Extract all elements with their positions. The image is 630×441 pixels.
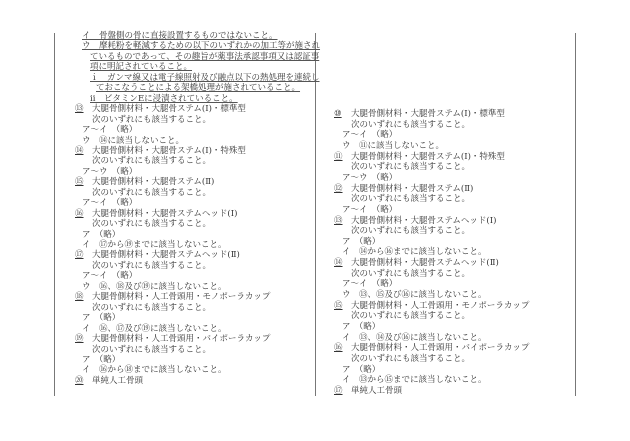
text-line bbox=[342, 237, 380, 248]
line-text: ウ ⑭に該当しないこと。 bbox=[82, 135, 185, 146]
line-text: 次のいずれにも該当すること。 bbox=[351, 268, 471, 279]
text-line bbox=[351, 194, 470, 205]
line-text: ii ビタミンEに浸漬されていること。 bbox=[90, 93, 238, 104]
text-line bbox=[82, 313, 120, 324]
line-text: 次のいずれにも該当すること。 bbox=[92, 114, 212, 125]
line-text: 次のいずれにも該当すること。 bbox=[351, 226, 471, 237]
item-number: ⑬ bbox=[334, 215, 343, 226]
line-text: ウ ⑪に該当しないこと。 bbox=[342, 140, 445, 151]
item-number: ⑮ bbox=[75, 177, 84, 188]
text-line bbox=[82, 355, 120, 366]
item-number: ⑫ bbox=[334, 183, 343, 194]
line-text: ア〜イ （略） bbox=[82, 271, 138, 282]
line-text: ｉ ガンマ線又は電子線照射及び融点以下の熱処理を連続し bbox=[90, 72, 320, 83]
column-divider-line bbox=[315, 33, 316, 396]
line-text: 次のいずれにも該当すること。 bbox=[351, 311, 471, 322]
line-text: 大腿骨側材料・大腿骨ステム(Ⅰ)・特殊型 bbox=[92, 145, 246, 156]
line-text: 次のいずれにも該当すること。 bbox=[92, 219, 212, 230]
text-line bbox=[82, 324, 227, 335]
line-text: 次のいずれにも該当すること。 bbox=[351, 162, 471, 173]
line-text: 大腿骨側材料・大腿骨ステムヘッド(Ⅰ) bbox=[351, 215, 497, 226]
text-line bbox=[92, 303, 211, 314]
text-line bbox=[92, 345, 211, 356]
line-text: ウ ⑬、⑮及び⑯に該当しないこと。 bbox=[342, 290, 487, 301]
text-line bbox=[342, 290, 487, 301]
item-heading bbox=[75, 376, 143, 387]
text-line bbox=[351, 269, 470, 280]
item-heading bbox=[334, 184, 473, 195]
line-text: 大腿骨側材料・大腿骨ステム(Ⅱ) bbox=[92, 177, 215, 188]
line-text: ア （略） bbox=[82, 313, 121, 324]
item-number: ⑰ bbox=[334, 385, 343, 396]
line-text: ウ 摩耗粉を軽減するための以下のいずれかの加工等が施され bbox=[82, 41, 321, 52]
line-text: 項に明記されていること。 bbox=[90, 62, 193, 73]
text-line bbox=[92, 115, 211, 126]
line-text: イ ⑭から⑯までに該当しないこと。 bbox=[342, 247, 487, 258]
line-text: 大腿骨側材料・大腿骨ステムヘッド(Ⅰ) bbox=[92, 208, 238, 219]
line-text: ア〜ウ （略） bbox=[82, 166, 138, 177]
line-text: 次のいずれにも該当すること。 bbox=[92, 260, 212, 271]
line-text: 大腿骨側材料・大腿骨ステム(Ⅰ)・標準型 bbox=[92, 104, 246, 115]
line-text: ア〜ウ （略） bbox=[342, 172, 398, 183]
text-line bbox=[92, 156, 211, 167]
line-text: 次のいずれにも該当すること。 bbox=[92, 344, 212, 355]
text-line bbox=[96, 83, 300, 94]
item-number: ⑯ bbox=[334, 343, 343, 354]
text-line bbox=[342, 247, 487, 258]
line-text: イ 骨盤側の骨に直接設置するものではないこと。 bbox=[82, 31, 278, 41]
text-line bbox=[342, 130, 397, 141]
text-line bbox=[342, 205, 397, 216]
item-heading bbox=[334, 258, 499, 269]
item-number: ⑰ bbox=[75, 250, 84, 261]
item-number: ⑱ bbox=[75, 292, 84, 303]
line-text: ア （略） bbox=[342, 364, 381, 375]
text-line bbox=[82, 365, 227, 376]
line-text: イ ⑬から⑮までに該当しないこと。 bbox=[342, 375, 487, 386]
text-line bbox=[92, 188, 211, 199]
item-heading bbox=[75, 292, 270, 303]
text-line bbox=[342, 375, 487, 386]
line-text: ウ ⑯、⑱及び⑲に該当しないこと。 bbox=[82, 281, 227, 292]
text-line bbox=[82, 198, 137, 209]
text-line bbox=[90, 62, 192, 73]
item-heading bbox=[334, 152, 505, 163]
item-heading bbox=[75, 104, 246, 115]
item-number: ⑮ bbox=[334, 300, 343, 311]
line-text: ア〜イ （略） bbox=[342, 279, 398, 290]
item-heading bbox=[334, 301, 529, 312]
item-heading bbox=[334, 216, 496, 227]
text-line bbox=[82, 31, 278, 42]
item-heading bbox=[334, 386, 402, 397]
item-number: ⑭ bbox=[334, 258, 343, 269]
line-text: ア〜イ （略） bbox=[342, 204, 398, 215]
line-text: ア〜イ （略） bbox=[82, 125, 138, 136]
line-text: 次のいずれにも該当すること。 bbox=[92, 302, 212, 313]
text-line bbox=[342, 279, 397, 290]
line-text: 次のいずれにも該当すること。 bbox=[351, 194, 471, 205]
text-line bbox=[351, 354, 470, 365]
text-line bbox=[82, 240, 227, 251]
text-line bbox=[82, 136, 184, 147]
text-line bbox=[342, 322, 380, 333]
item-heading bbox=[75, 250, 240, 261]
line-text: 単純人工骨頭 bbox=[351, 385, 403, 396]
line-text: イ ⑯、⑰及び⑲に該当しないこと。 bbox=[82, 323, 227, 334]
item-heading bbox=[334, 109, 505, 120]
line-text: 次のいずれにも該当すること。 bbox=[92, 156, 212, 167]
text-line bbox=[82, 271, 137, 282]
item-heading bbox=[334, 343, 529, 354]
item-number: ⑭ bbox=[75, 145, 84, 156]
item-number: ⑲ bbox=[75, 334, 84, 345]
text-line bbox=[82, 230, 120, 241]
line-text: ているものであって、その趣旨が薬事法承認事項又は認証事 bbox=[90, 51, 320, 62]
item-heading bbox=[75, 177, 214, 188]
text-line bbox=[92, 219, 211, 230]
text-line bbox=[351, 162, 470, 173]
left-border-line bbox=[54, 33, 55, 396]
item-heading bbox=[75, 146, 246, 157]
text-line bbox=[342, 173, 397, 184]
text-line bbox=[82, 125, 137, 136]
text-line bbox=[82, 167, 137, 178]
line-text: 次のいずれにも該当すること。 bbox=[351, 119, 471, 130]
text-line bbox=[351, 226, 470, 237]
line-text: ア〜イ （略） bbox=[82, 198, 138, 209]
item-heading bbox=[75, 209, 237, 220]
item-number: ⑪ bbox=[334, 151, 343, 162]
text-line bbox=[351, 120, 470, 131]
line-text: 大腿骨側材料・大腿骨ステム(Ⅰ)・標準型 bbox=[351, 109, 505, 119]
right-border-line bbox=[575, 33, 576, 396]
text-line bbox=[82, 282, 227, 293]
text-line bbox=[342, 365, 380, 376]
line-text: ア〜イ （略） bbox=[342, 130, 398, 141]
item-number: ⑳ bbox=[75, 375, 84, 386]
line-text: 次のいずれにも該当すること。 bbox=[351, 353, 471, 364]
item-number: ⑬ bbox=[75, 104, 84, 115]
line-text: 大腿骨側材料・大腿骨ステムヘッド(Ⅱ) bbox=[351, 258, 499, 269]
line-text: 大腿骨側材料・大腿骨ステム(Ⅰ)・特殊型 bbox=[351, 151, 505, 162]
line-text: 大腿骨側材料・人工骨頭用・モノポーラカップ bbox=[351, 300, 530, 311]
item-number: ⑩ bbox=[334, 109, 342, 119]
line-text: ア （略） bbox=[342, 236, 381, 247]
line-text: 単純人工骨頭 bbox=[92, 375, 144, 386]
line-text: 次のいずれにも該当すること。 bbox=[92, 187, 212, 198]
line-text: イ ⑬、⑭及び⑯に該当しないこと。 bbox=[342, 332, 487, 343]
text-line bbox=[92, 261, 211, 272]
line-text: 大腿骨側材料・人工骨頭用・バイポーラカップ bbox=[92, 334, 271, 345]
line-text: 大腿骨側材料・人工骨頭用・バイポーラカップ bbox=[351, 343, 530, 354]
line-text: ておこなうことによる架橋処理が施されていること。 bbox=[96, 83, 301, 94]
item-number: ⑯ bbox=[75, 208, 84, 219]
line-text: イ ⑰から⑲までに該当しないこと。 bbox=[82, 240, 227, 250]
text-line bbox=[351, 311, 470, 322]
text-line bbox=[342, 333, 487, 344]
item-heading bbox=[75, 334, 270, 345]
line-text: 大腿骨側材料・大腿骨ステム(Ⅱ) bbox=[351, 183, 474, 194]
line-text: イ ⑯から⑱までに該当しないこと。 bbox=[82, 365, 227, 376]
text-line bbox=[90, 73, 320, 84]
line-text: 大腿骨側材料・大腿骨ステムヘッド(Ⅱ) bbox=[92, 250, 240, 261]
text-line bbox=[90, 94, 238, 105]
line-text: ア （略） bbox=[82, 229, 121, 240]
text-line bbox=[90, 52, 319, 63]
text-line bbox=[82, 41, 320, 52]
line-text: ア （略） bbox=[82, 354, 121, 365]
line-text: ア （略） bbox=[342, 322, 381, 332]
text-line bbox=[342, 141, 444, 152]
line-text: 大腿骨側材料・人工骨頭用・モノポーラカップ bbox=[92, 292, 271, 303]
